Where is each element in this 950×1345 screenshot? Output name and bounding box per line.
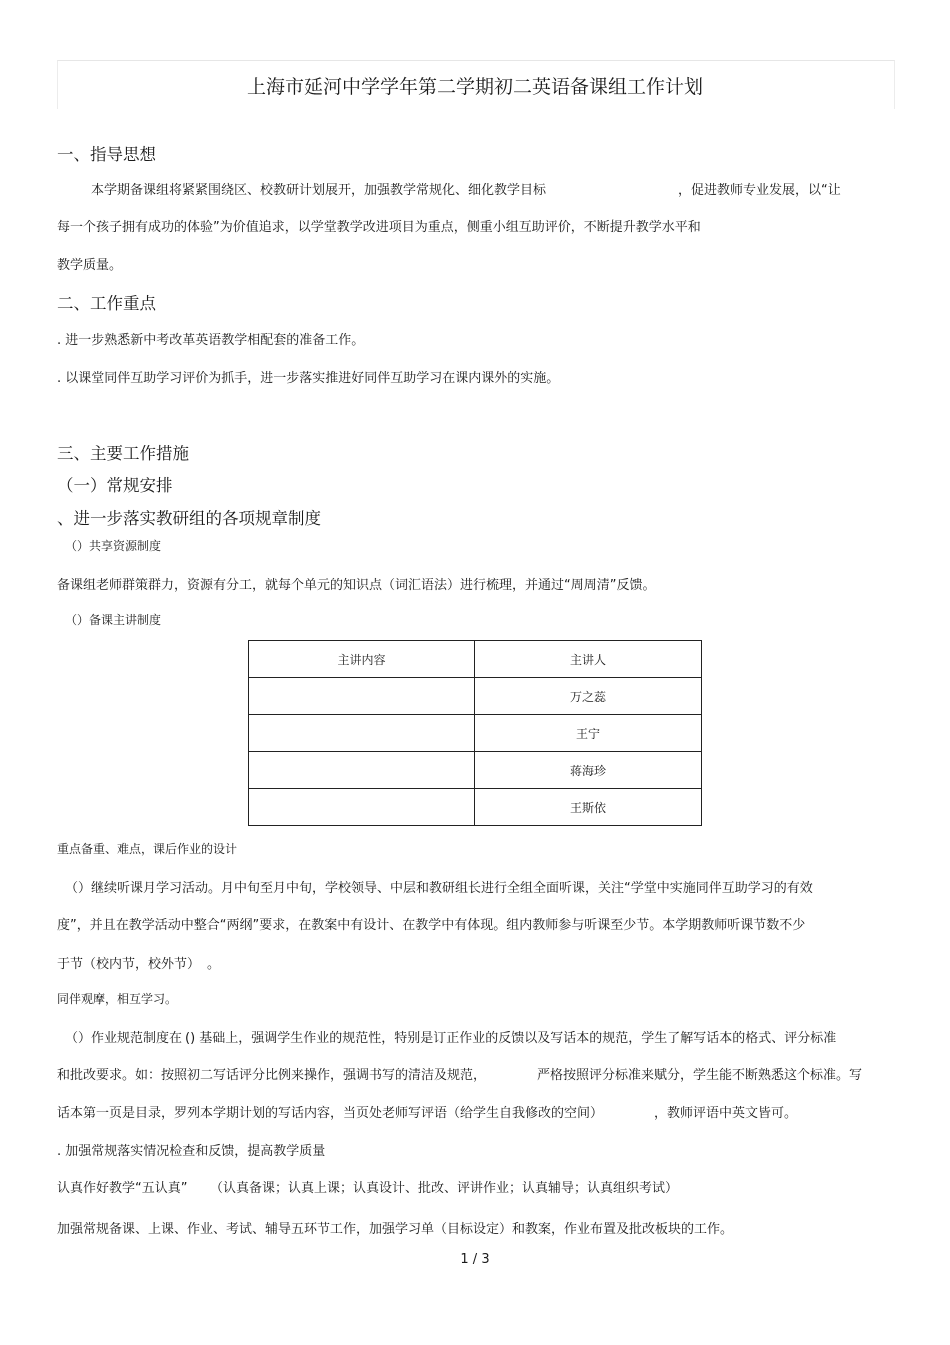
table-cell-content bbox=[249, 789, 475, 826]
final-paragraph: 加强常规备课、上课、作业、考试、辅导五环节工作，加强学习单（目标设定）和教案，作业布置及批改板块的工作。 bbox=[57, 1222, 734, 1237]
table-header-speaker: 主讲人 bbox=[475, 641, 702, 678]
share-resource-text: 备课组老师群策群力，资源有分工，就每个单元的知识点（词汇语法）进行梳理，并通过“周周清”反馈。 bbox=[57, 578, 656, 593]
section3-heading: 三、主要工作措施 bbox=[57, 444, 189, 463]
section1-line2: 每一个孩子拥有成功的体验”为价值追求，以学堂教学改进项目为重点，侧重小组互助评价，不断提升教学水平和 bbox=[57, 220, 701, 235]
section3-sub1-1: 、进一步落实教研组的各项规章制度 bbox=[57, 509, 321, 528]
table-header-row bbox=[249, 641, 702, 678]
table-cell-content bbox=[249, 715, 475, 752]
lecture-system-title: （）备课主讲制度 bbox=[65, 613, 162, 627]
section3-sub1: （一）常规安排 bbox=[57, 476, 173, 495]
section1-line1a: 本学期备课组将紧紧围绕区、校教研计划展开，加强教学常规化、细化教学目标 bbox=[91, 183, 547, 198]
table-row bbox=[249, 752, 702, 789]
homework-line2a: 和批改要求。如：按照初二写话评分比例来操作，强调书写的清洁及规范， bbox=[57, 1068, 487, 1083]
table-header-content: 主讲内容 bbox=[249, 641, 475, 678]
section2-item2: . 以课堂同伴互助学习评价为抓手，进一步落实推进好同伴互助学习在课内课外的实施。 bbox=[57, 371, 560, 386]
table-row bbox=[249, 678, 702, 715]
table-row bbox=[249, 715, 702, 752]
strengthen-heading: . 加强常规落实情况检查和反馈，提高教学质量 bbox=[57, 1144, 326, 1159]
table-cell-content bbox=[249, 678, 475, 715]
section2-item1: . 进一步熟悉新中考改革英语教学相配套的准备工作。 bbox=[57, 333, 365, 348]
homework-line3a: 话本第一页是目录，罗列本学期计划的写话内容，当页处老师写评语（给学生自我修改的空间） bbox=[57, 1106, 604, 1121]
homework-line3b: ，教师评语中英文皆可。 bbox=[654, 1106, 798, 1121]
homework-line1a: （）作业规范制度在 bbox=[65, 1031, 183, 1046]
after-table-text: 重点备重、难点，课后作业的设计 bbox=[57, 842, 238, 856]
five-serious-a: 认真作好教学“五认真” bbox=[57, 1181, 188, 1196]
table-cell-speaker: 蒋海珍 bbox=[475, 752, 702, 789]
document-title: 上海市延河中学学年第二学期初二英语备课组工作计划 bbox=[246, 76, 703, 98]
table-row bbox=[249, 789, 702, 826]
five-serious-b: （认真备课；认真上课；认真设计、批改、评讲作业；认真辅导；认真组织考试） bbox=[210, 1181, 679, 1196]
section2-heading: 二、工作重点 bbox=[57, 294, 156, 313]
lecture-table bbox=[248, 640, 702, 826]
listen-line3a: 于节（校内节，校外节） bbox=[57, 957, 201, 972]
page-number: 1 / 3 bbox=[460, 1252, 490, 1267]
homework-line1b: () 基础上，强调学生作业的规范性，特别是订正作业的反馈以及写话本的规范，学生了解写话本的格式、评分标准 bbox=[185, 1031, 837, 1046]
listen-line1: （）继续听课月学习活动。月中旬至月中旬，学校领导、中层和教研组长进行全组全面听课，关注“学堂中实施同伴互助学习的有效 bbox=[65, 881, 813, 896]
peer-text: 同伴观摩，相互学习。 bbox=[57, 992, 178, 1006]
table-cell-speaker: 王斯依 bbox=[475, 789, 702, 826]
homework-line2b: 严格按照评分标准来赋分，学生能不断熟悉这个标准。写 bbox=[537, 1068, 863, 1083]
share-resource-title: （）共享资源制度 bbox=[65, 539, 162, 553]
table-cell-speaker: 万之蕊 bbox=[475, 678, 702, 715]
section1-line3: 教学质量。 bbox=[57, 258, 123, 273]
table-cell-speaker: 王宁 bbox=[475, 715, 702, 752]
section1-line1b: ，促进教师专业发展，以“让 bbox=[678, 183, 841, 198]
listen-line2: 度”，并且在教学活动中整合“两纲”要求，在教案中有设计、在教学中有体现。组内教师参与听课至少节。本学期教师听课节数不少 bbox=[57, 918, 806, 933]
section1-heading: 一、指导思想 bbox=[57, 145, 156, 164]
listen-line3b: 。 bbox=[207, 957, 221, 972]
table-cell-content bbox=[249, 752, 475, 789]
